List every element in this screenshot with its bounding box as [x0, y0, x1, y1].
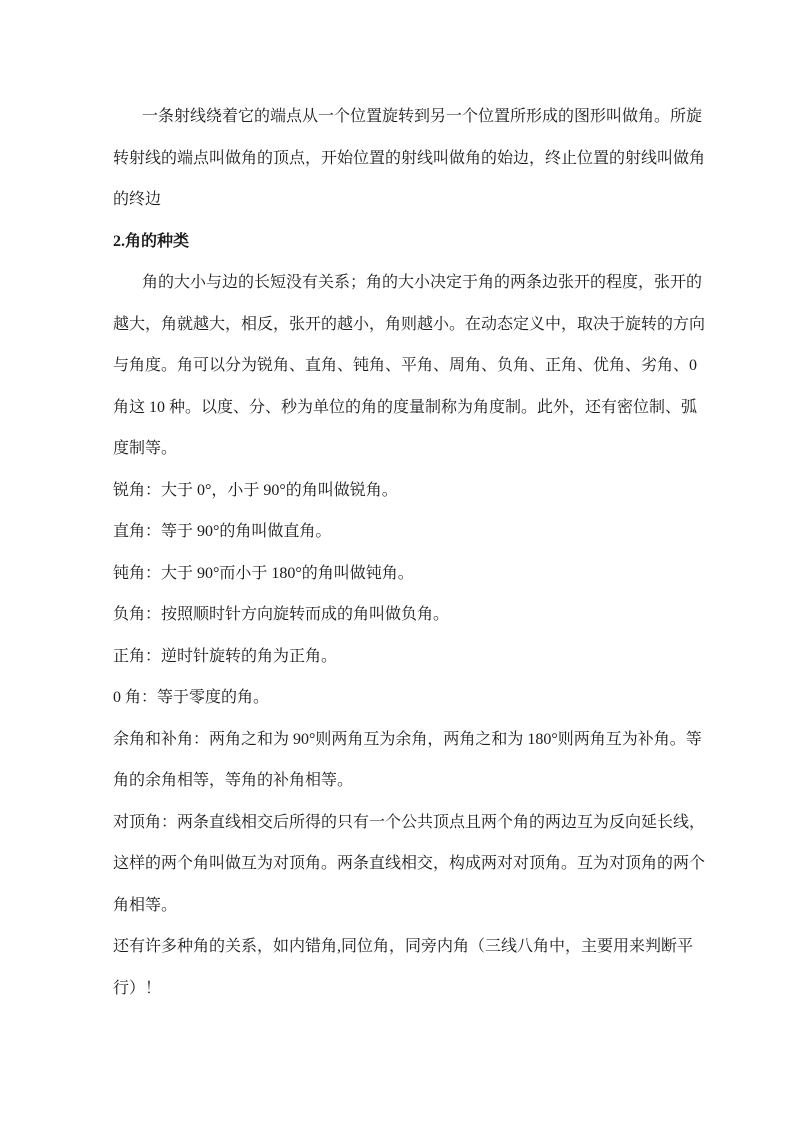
paragraph-block: [113, 926, 713, 1009]
paragraph-block: [113, 96, 713, 221]
paragraph-block: [113, 553, 713, 595]
text-line: 直角：等于 90°的角叫做直角。: [113, 523, 332, 540]
paragraph-block: [113, 636, 713, 678]
text-line: 钝角：大于 90°而小于 180°的角叫做钝角。: [113, 564, 414, 582]
text-line: 一条射线绕着它的端点从一个位置旋转到另一个位置所形成的图形叫做角。所旋: [142, 108, 703, 125]
text-line: 这样的两个角叫做互为对顶角。两条直线相交，构成两对对顶角。互为对顶角的两个: [113, 855, 706, 872]
heading-text-line: 2.角的种类: [113, 232, 190, 250]
text-line: 度制等。: [113, 440, 178, 457]
text-line: 0 角：等于零度的角。: [113, 689, 270, 706]
text-line: 角的余角相等，等角的补角相等。: [113, 772, 354, 789]
paragraph-block: [113, 719, 713, 802]
text-line: 与角度。角可以分为锐角、直角、钝角、平角、周角、负角、正角、优角、劣角、0: [113, 357, 698, 374]
text-line: 角相等。: [113, 896, 178, 914]
text-line: 负角：按照顺时针方向旋转而成的角叫做负角。: [113, 606, 450, 623]
text-line: 锐角：大于 0°，小于 90°的角叫做锐角。: [113, 481, 398, 499]
text-line: 的终边: [113, 191, 162, 208]
paragraph-block: [113, 594, 713, 636]
section-heading: [113, 221, 713, 263]
document-body: [113, 96, 713, 1009]
text-line: 角的大小与边的长短没有关系；角的大小决定于角的两条边张开的程度，张开的: [142, 274, 703, 291]
text-line: 角这 10 种。以度、分、秒为单位的角的度量制称为角度制。此外，还有密位制、弧: [113, 398, 698, 416]
text-line: 正角：逆时针旋转的角为正角。: [113, 647, 338, 665]
text-line: 余角和补角：两角之和为 90°则两角互为余角，两角之和为 180°则两角互为补角。等: [113, 730, 702, 748]
text-line: 还有许多种角的关系，如内错角,同位角，同旁内角（三线八角中，主要用来判断平: [113, 938, 694, 955]
paragraph-block: [113, 511, 713, 553]
paragraph-block: [113, 802, 713, 927]
paragraph-block: [113, 470, 713, 512]
text-line: 对顶角：两条直线相交后所得的只有一个公共顶点且两个角的两边互为反向延长线，: [113, 813, 706, 831]
paragraph-block: [113, 677, 713, 719]
paragraph-block: [113, 262, 713, 470]
text-line: 行）！: [113, 979, 162, 997]
text-line: 转射线的端点叫做角的顶点，开始位置的射线叫做角的始边，终止位置的射线叫做角: [113, 149, 706, 167]
text-line: 越大，角就越大，相反，张开的越小，角则越小。在动态定义中，取决于旋转的方向: [113, 315, 706, 333]
